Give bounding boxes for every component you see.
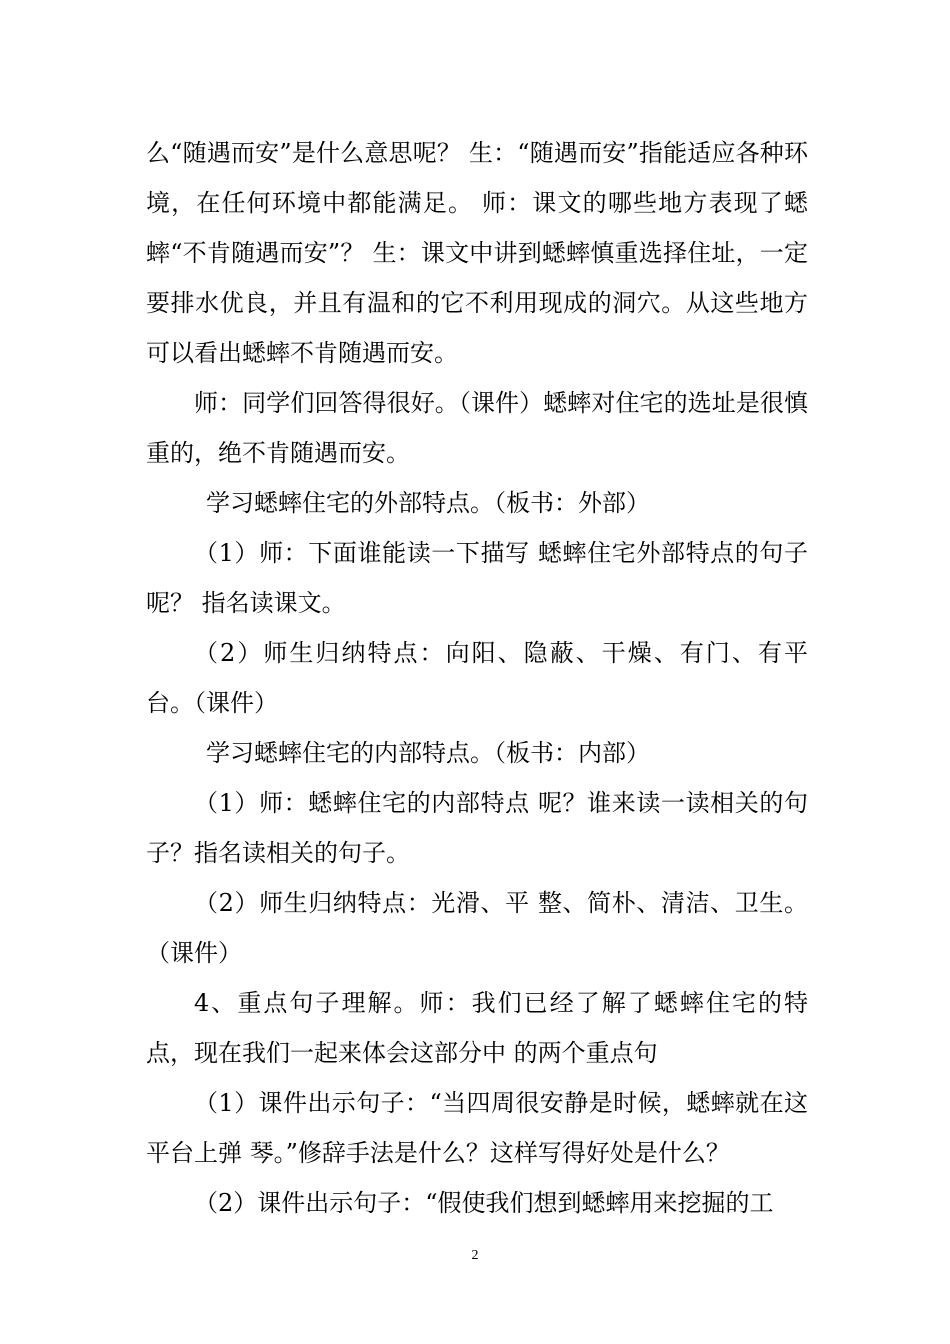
paragraph-1: 么“随遇而安”是什么意思呢？ 生：“随遇而安”指能适应各种环境，在任何环境中都能满足。 师：课文的哪些地方表现了蟋蟀“不肯随遇而安”？ 生：课文中讲到蟋蟀慎重选择住址，一定要排水优良，并且有温和的它不利用现成的洞穴。从这些地方可以看出蟋蟀不肯随遇而安。 (146, 139, 808, 367)
paragraph-4: （1）师：下面谁能读一下描写 蟋蟀住宅外部特点的句子呢？ 指名读课文。 (146, 539, 808, 617)
paragraph-9: 4、重点句子理解。师：我们已经了解了蟋蟀住宅的特点，现在我们一起来体会这部分中 的两个重点句 (146, 989, 808, 1067)
paragraph-8: （2）师生归纳特点：光滑、平 整、简朴、清洁、卫生。（课件） (146, 889, 808, 967)
paragraph-2: 师：同学们回答得很好。（课件）蟋蟀对住宅的选址是很慎重的，绝不肯随遇而安。 (146, 389, 808, 467)
paragraph-11: （2）课件出示句子：“假使我们想到蟋蟀用来挖掘的工 (194, 1189, 774, 1217)
paragraph-3: 学习蟋蟀住宅的外部特点。（板书：外部） (206, 489, 650, 517)
paragraph-7: （1）师：蟋蟀住宅的内部特点 呢？谁来读一读相关的句子？指名读相关的句子。 (146, 789, 808, 867)
paragraph-6: 学习蟋蟀住宅的内部特点。（板书：内部） (206, 739, 650, 767)
body-text (146, 128, 808, 1228)
paragraph-5: （2）师生归纳特点：向阳、隐蔽、干燥、有门、有平台。（课件） (146, 639, 808, 717)
page-number: 2 (471, 1248, 479, 1263)
paragraph-10: （1）课件出示句子：“当四周很安静是时候，蟋蟀就在这平台上弹 琴。”修辞手法是什么？这样写得好处是什么？ (146, 1089, 808, 1167)
